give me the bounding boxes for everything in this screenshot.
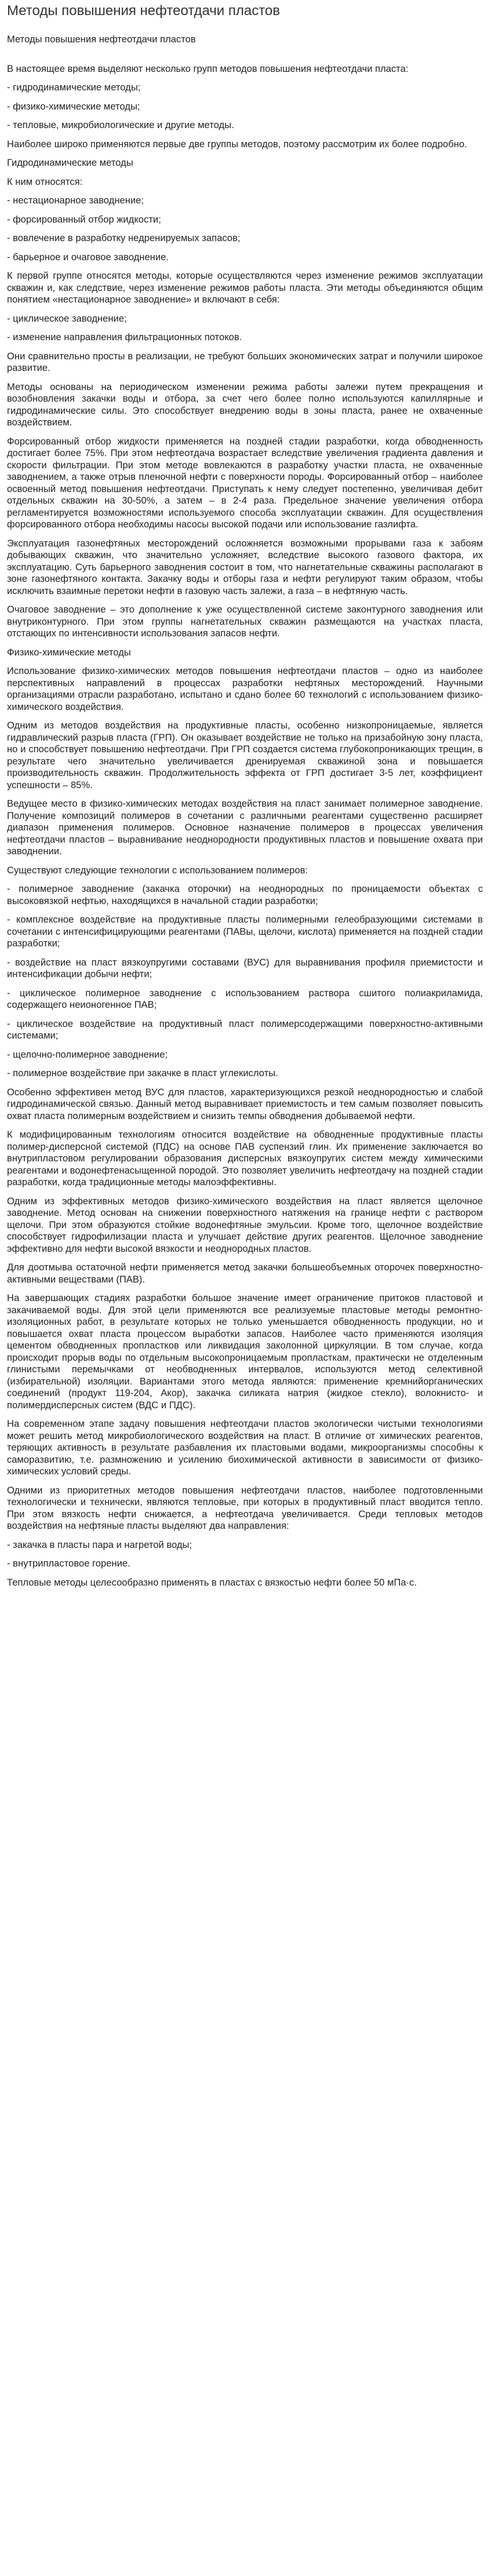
article-subtitle: Методы повышения нефтеотдачи пластов xyxy=(7,34,196,45)
paragraph: Особенно эффективен метод ВУС для пластов, характеризующихся резкой неоднородностью и слабой гидродинамической связью. Данный метод выравнивает приемистость и тем самым позволяет повысить охват пласта полимерным воздействием и снизить темпы обводнения добываемой нефти. xyxy=(7,1086,483,1121)
paragraph: Для доотмыва остаточной нефти применяется метод закачки большеобъемных оторочек поверхностно-активными веществами (ПАВ). xyxy=(7,1262,483,1285)
paragraph: К ним относятся: xyxy=(7,176,83,187)
list-item: - циклическое полимерное заводнение с использованием раствора сшитого полиакриламида, содержащего неионогенное ПАВ; xyxy=(7,987,483,1010)
paragraph: На современном этапе задачу повышения нефтеотдачи пластов экологически чистыми технологиями может решить метод микробиологического воздействия на пласт. В отличие от химических реагентов, теряющих активность в результате разбавления их пластовыми водами, микроорганизмы способны к саморазвитию, т.е. размножению и усилению биохимической активности в зависимости от физико-химических условий среды. xyxy=(7,1418,483,1477)
list-item: - полимерное заводнение (закачка оторочки) на неоднородных по проницаемости объектах с высоковязкой нефтью, находящихся в начальной стадии разработки; xyxy=(7,883,483,906)
list-item: - гидродинамические методы; xyxy=(7,82,141,93)
list-item: - воздействие на пласт вязкоупругими составами (ВУС) для выравнивания профиля приемистости и интенсификации добычи нефти; xyxy=(7,956,483,979)
list-item: - форсированный отбор жидкости; xyxy=(7,213,161,225)
list-item: - циклическое воздействие на продуктивный пласт полимерсодержащими поверхностно-активными системами; xyxy=(7,1018,483,1041)
paragraph: Тепловые методы целесообразно применять в пластах с вязкостью нефти более 50 мПа·с. xyxy=(7,1576,417,1588)
list-item: - вовлечение в разработку недренируемых запасов; xyxy=(7,232,241,243)
list-item: - барьерное и очаговое заводнение. xyxy=(7,251,169,263)
paragraph: Одним из методов воздействия на продуктивные пласты, особенно низкопроницаемые, является гидравлический разрыв пласта (ГРП). Он оказывает воздействие не только на призабойную зону пласта, но и способствует повышению нефтеотдачи. При ГРП создается система глубокопроникающих трещин, в результате чего значительно увеличивается дренируемая скважиной зона и повышается производительность скважин. Продолжительность эффекта от ГРП достигает 3-5 лет, коэффициент успешности – 85%. xyxy=(7,720,483,790)
list-item: - полимерное воздействие при закачке в пласт углекислоты. xyxy=(7,1067,278,1079)
list-item: - нестационарное заводнение; xyxy=(7,195,144,206)
paragraph: К первой группе относятся методы, которые осуществляются через изменение режимов эксплуатации скважин и, как следствие, через изменение режимов работы пласта. Эти методы объединяются общим понятием «нестационарное заводнение» и включают в себя: xyxy=(7,270,483,305)
paragraph: На завершающих стадиях разработки большое значение имеет ограничение притоков пластовой и закачиваемой воды. Для этой цели применяются все реализуемые пластовые методы ремонтно-изоляционных работ, в результате которых не только уменьшается обводненность продукции, но и повышается охват пласта процессом выработки запасов. Наиболее часто применяются изоляция цементом обводненных пропластков или ликвидация заколонной циркуляции. В том случае, когда происходит прорыв воды по отдельным высокопроницаемым пропласткам, практически не отделенным глинистыми перемычками от необводненных интервалов, используются метод селективной (избирательной) изоляции. Вариантами этого метода являются: применение кремнийорганических соединений (продукт 119-204, Акор), закачка силиката натрия (жидкое стекло), волокнисто- и полимердисперсных систем (ВДС и ПДС). xyxy=(7,1292,483,1411)
paragraph: Одним из эффективных методов физико-химического воздействия на пласт является щелочное заводнение. Метод основан на снижении поверхностного натяжения на границе нефти с раствором щелочи. При этом образуются стойкие водонефтяные эмульсии. Кроме того, щелочное воздействие способствует гидрофилизации пласта и улучшает действие других реагентов. Щелочное заводнение эффективно для нефти высокой вязкости и неоднородных пластов. xyxy=(7,1195,483,1254)
page-title: Методы повышения нефтеотдачи пластов xyxy=(7,3,281,19)
list-item: - закачка в пласты пара и нагретой воды; xyxy=(7,1539,192,1550)
paragraph: Существуют следующие технологии с использованием полимеров: xyxy=(7,864,308,876)
list-item: - изменение направления фильтрационных потоков. xyxy=(7,331,242,343)
paragraph: Форсированный отбор жидкости применяется на поздней стадии разработки, когда обводненность достигает более 75%. При этом нефтеотдача возрастает вследствие увеличения градиента давления и скорости фильтрации. При этом методе вовлекаются в разработку участки пласта, не охваченные заводнением, а также отрыв пленочной нефти с поверхности породы. Форсированный отбор – наиболее освоенный метод повышения нефтеотдачи. Приступать к нему следует постепенно, увеличивая дебит отдельных скважин на 30-50%, а затем – в 2-4 раза. Предельное значение увеличения отбора регламентируется возможностями используемого способа эксплуатации скважин. Для осуществления форсированного отбора необходимы насосы высокой подачи или использование газлифта. xyxy=(7,435,483,530)
paragraph: Очаговое заводнение – это дополнение к уже осуществленной системе законтурного заводнения или внутриконтурного. При этом группы нагнетательных скважин размещаются на участках пласта, отстающих по интенсивности использования запасов нефти. xyxy=(7,604,483,639)
list-item: - тепловые, микробиологические и другие методы. xyxy=(7,119,234,130)
paragraph: К модифицированным технологиям относится воздействие на обводненные продуктивные пласты полимер-дисперсной системой (ПДС) на основе ПАВ суспензий глин. Их применение заключается во внутрипластовом регулировании образования дисперсных вязкоупругих систем между химическими реагентами и водонефтенасыщенной породой. Это позволяет увеличить нефтеотдачу на поздней стадии разработки, когда традиционные методы малоэффективны. xyxy=(7,1129,483,1187)
list-item: - физико-химические методы; xyxy=(7,100,140,112)
paragraph: Методы основаны на периодическом изменении режима работы залежи путем прекращения и возобновления закачки воды и отбора, за счет чего более полно используются капиллярные и гидродинамические силы. Это способствует внедрению воды в зоны пласта, ранее не охваченные воздействием. xyxy=(7,381,483,428)
paragraph: Они сравнительно просты в реализации, не требуют больших экономических затрат и получили широкое развитие. xyxy=(7,350,483,373)
list-item: - циклическое заводнение; xyxy=(7,312,127,324)
article-body xyxy=(7,34,483,1588)
paragraph: Одними из приоритетных методов повышения нефтеотдачи пластов, наиболее подготовленными технологически и технически, являются тепловые, при которых в продуктивный пласт вводится тепло. При этом вязкость нефти снижается, а нефтеотдача увеличивается. Среди тепловых методов воздействия на нефтяные пласты выделяют два направления: xyxy=(7,1484,483,1531)
paragraph: Использование физико-химических методов повышения нефтеотдачи пластов – одно из наиболее перспективных направлений в процессах разработки нефтяных месторождений. Научными организациями отрасли разработано, испытано и сдано более 60 технологий с использованием физико-химического воздействия. xyxy=(7,665,483,712)
section-heading: Физико-химические методы xyxy=(7,646,131,658)
paragraph: Ведущее место в физико-химических методах воздействия на пласт занимает полимерное заводнение. Получение композиций полимеров в сочетании с различными реагентами существенно расширяет диапазон применения полимеров. Основное назначение полимеров в процессах увеличения нефтеотдачи пластов – выравнивание неоднородности продуктивных пластов и повышение охвата при заводнении. xyxy=(7,798,483,857)
list-item: - щелочно-полимерное заводнение; xyxy=(7,1048,168,1060)
paragraph: В настоящее время выделяют несколько групп методов повышения нефтеотдачи пласта: xyxy=(7,63,409,74)
list-item: - внутрипластовое горение. xyxy=(7,1558,130,1569)
list-item: - комплексное воздействие на продуктивные пласты полимерными гелеобразующими системами в сочетании с интенсифицирующими реагентами (ПАВы, щелочи, кислота) применяется на поздней стадии разработки; xyxy=(7,914,483,949)
section-heading: Гидродинамические методы xyxy=(7,157,133,168)
paragraph: Наиболее широко применяются первые две группы методов, поэтому рассмотрим их более подробно. xyxy=(7,138,467,150)
paragraph: Эксплуатация газонефтяных месторождений осложняется возможными прорывами газа к забоям добывающих скважин, что значительно усложняет, вследствие высокого газового фактора, их эксплуатацию. Суть барьерного заводнения состоит в том, что нагнетательные скважины располагают в зоне газонефтяного контакта. Закачку воды и отборы газа и нефти регулируют таким образом, чтобы исключить взаимные перетоки нефти в газовую часть залежи, а газа – в нефтяную часть. xyxy=(7,537,483,596)
